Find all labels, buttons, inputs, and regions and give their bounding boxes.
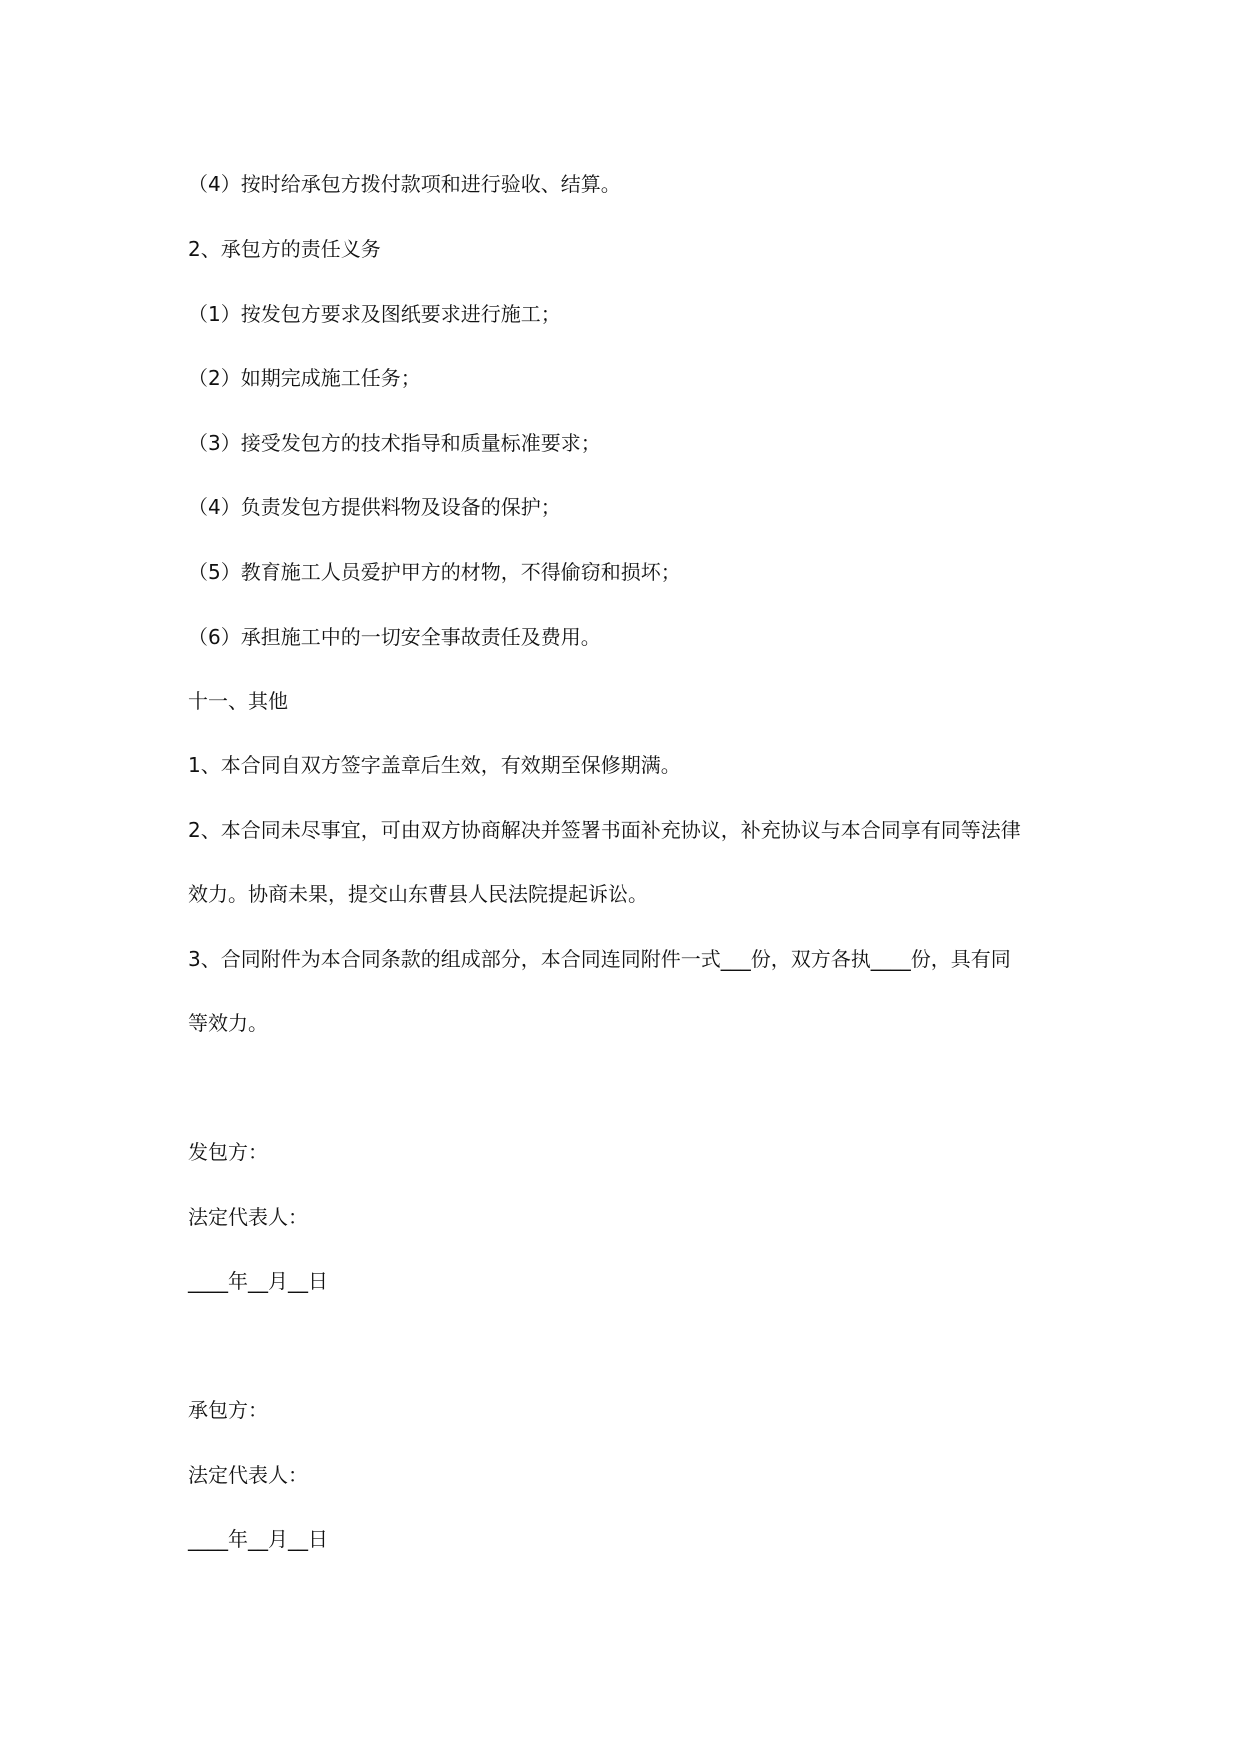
clause-2-line-2: 效力。协商未果，提交山东曹县人民法院提起诉讼。 [188,882,648,906]
clause-1: 1、本合同自双方签字盖章后生效，有效期至保修期满。 [188,753,681,777]
duty-item-4-employer: （4）按时给承包方拨付款项和进行验收、结算。 [188,172,621,196]
employer-label: 发包方： [188,1140,268,1164]
duty-item-5: （5）教育施工人员爱护甲方的材物，不得偷窃和损坏； [188,560,681,584]
duty-item-1: （1）按发包方要求及图纸要求进行施工； [188,302,561,326]
employer-date-line: ____年__月__日 [188,1269,328,1293]
duty-item-2: （2）如期完成施工任务； [188,366,421,390]
contractor-date-line: ____年__月__日 [188,1527,328,1551]
contractor-legal-representative-label: 法定代表人： [188,1463,308,1487]
clause-3-line-2: 等效力。 [188,1011,268,1035]
duty-item-6: （6）承担施工中的一切安全事故责任及费用。 [188,625,601,649]
section-heading-contractor-duties: 2、承包方的责任义务 [188,237,381,261]
section-heading-other: 十一、其他 [188,689,288,713]
clause-3-line-1: 3、合同附件为本合同条款的组成部分，本合同连同附件一式___份，双方各执____份，具有同 [188,947,1011,971]
employer-legal-representative-label: 法定代表人： [188,1205,308,1229]
clause-2-line-1: 2、本合同未尽事宜，可由双方协商解决并签署书面补充协议，补充协议与本合同享有同等法律 [188,818,1021,842]
duty-item-3: （3）接受发包方的技术指导和质量标准要求； [188,431,601,455]
duty-item-4: （4）负责发包方提供料物及设备的保护； [188,495,561,519]
contractor-label: 承包方： [188,1398,268,1422]
